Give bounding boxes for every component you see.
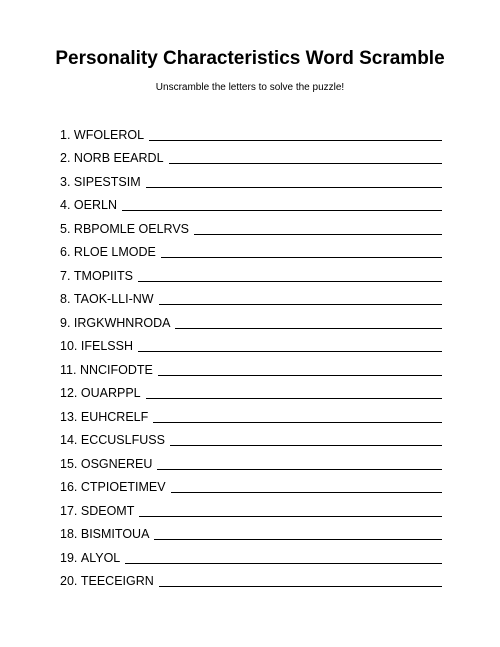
puzzle-item <box>60 380 442 404</box>
item-number: 4. <box>60 198 71 212</box>
puzzle-item <box>60 521 442 545</box>
puzzle-item <box>60 427 442 451</box>
item-number: 7. <box>60 268 71 283</box>
puzzle-item <box>60 168 442 192</box>
answer-line <box>171 491 442 493</box>
puzzle-item <box>60 497 442 521</box>
item-number: 13. <box>60 409 78 424</box>
scrambled-word: WFOLEROL <box>73 127 145 142</box>
puzzle-item <box>60 239 442 263</box>
scrambled-word: CTPIOETIMEV <box>80 480 166 494</box>
scrambled-word: IFELSSH <box>80 339 133 353</box>
answer-line <box>154 538 442 540</box>
puzzle-item <box>60 192 442 216</box>
puzzle-item <box>60 333 442 357</box>
item-number: 8. <box>60 292 71 306</box>
answer-line <box>149 139 442 141</box>
scrambled-word: OUARPPL <box>80 386 141 400</box>
scrambled-word: ECCUSLFUSS <box>80 433 165 447</box>
scrambled-word: SDEOMT <box>80 503 135 518</box>
puzzle-item <box>60 262 442 286</box>
answer-line <box>170 444 442 446</box>
scrambled-word: TMOPIITS <box>73 268 133 283</box>
scrambled-word: NNCIFODTE <box>79 362 153 377</box>
scrambled-word: IRGKWHNRODA <box>73 315 171 330</box>
scrambled-word: SIPESTSIM <box>73 174 141 189</box>
item-number: 12. <box>60 386 78 400</box>
answer-line <box>159 585 442 587</box>
answer-line <box>153 421 442 423</box>
item-number: 11. <box>60 362 77 377</box>
item-number: 14. <box>60 433 78 447</box>
answer-line <box>175 327 442 329</box>
item-number: 6. <box>60 245 71 259</box>
puzzle-item <box>60 544 442 568</box>
puzzle-item <box>60 403 442 427</box>
scrambled-word: OSGNEREU <box>80 456 153 471</box>
scrambled-word: BISMITOUA <box>80 527 150 541</box>
answer-line <box>158 374 442 376</box>
item-number: 20. <box>60 574 78 588</box>
scrambled-word: EUHCRELF <box>80 409 149 424</box>
item-number: 1. <box>60 127 71 142</box>
answer-line <box>146 186 442 188</box>
instructions: Unscramble the letters to solve the puzzle! <box>155 82 345 93</box>
item-number: 15. <box>60 456 78 471</box>
puzzle-item <box>60 286 442 310</box>
item-number: 18. <box>60 527 78 541</box>
puzzle-item <box>60 309 442 333</box>
answer-line <box>138 280 442 282</box>
scrambled-word: TEECEIGRN <box>80 574 154 588</box>
answer-line <box>146 397 442 399</box>
answer-line <box>125 562 442 564</box>
item-number: 5. <box>60 221 71 236</box>
scrambled-word: RBPOMLE OELRVS <box>73 221 190 236</box>
puzzle-item <box>60 356 442 380</box>
item-number: 16. <box>60 480 78 494</box>
item-number: 3. <box>60 174 71 189</box>
scrambled-word: RLOE LMODE <box>73 245 156 259</box>
puzzle-list <box>60 121 442 591</box>
scrambled-word: TAOK-LLI-NW <box>73 292 154 306</box>
item-number: 9. <box>60 315 71 330</box>
answer-line <box>194 233 442 235</box>
answer-line <box>122 209 442 211</box>
item-number: 17. <box>60 503 78 518</box>
item-number: 19. <box>60 550 78 565</box>
puzzle-item <box>60 145 442 169</box>
answer-line <box>159 303 442 305</box>
answer-line <box>161 256 442 258</box>
answer-line <box>157 468 442 470</box>
answer-line <box>138 350 442 352</box>
item-number: 2. <box>60 151 71 165</box>
scrambled-word: OERLN <box>73 198 117 212</box>
puzzle-item <box>60 450 442 474</box>
puzzle-item <box>60 474 442 498</box>
answer-line <box>139 515 442 517</box>
puzzle-item <box>60 215 442 239</box>
puzzle-item <box>60 121 442 145</box>
answer-line <box>169 162 442 164</box>
item-number: 10. <box>60 339 78 353</box>
scrambled-word: ALYOL <box>80 550 121 565</box>
puzzle-item <box>60 568 442 592</box>
page-title: Personality Characteristics Word Scramble <box>55 48 445 69</box>
scrambled-word: NORB EEARDL <box>73 151 164 165</box>
